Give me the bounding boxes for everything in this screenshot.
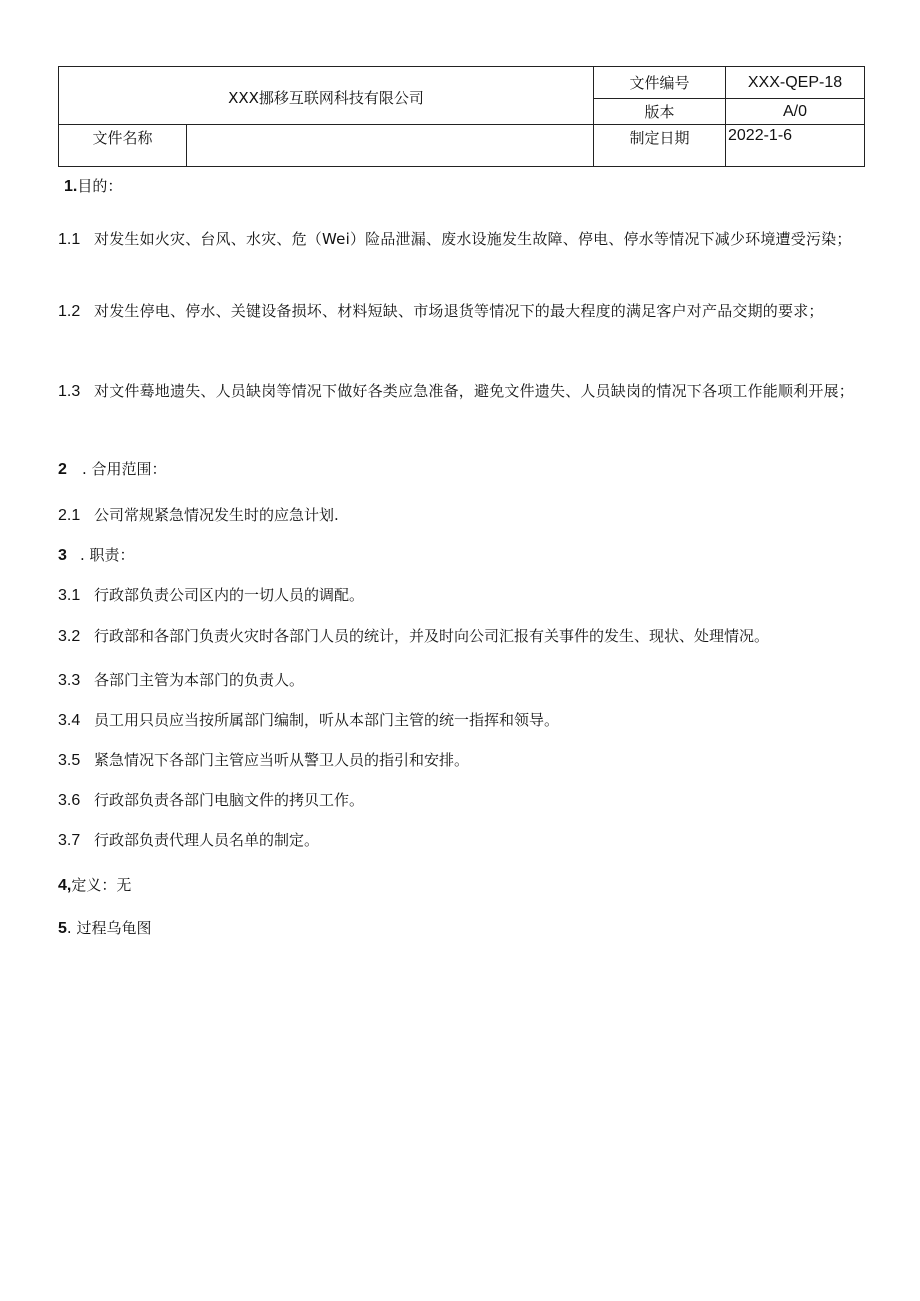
section-3-6 [58, 790, 880, 811]
section-1-3-number: 1.3 [58, 383, 81, 400]
section-1-title: 目的： [77, 177, 123, 195]
section-3-7-number: 3.7 [58, 832, 81, 849]
section-3-4-number: 3.4 [58, 712, 81, 729]
section-3-5-number: 3.5 [58, 752, 81, 769]
company-name: XXX挪移互联网科技有限公司 [59, 67, 594, 125]
section-4-heading [58, 875, 880, 896]
section-3-7-text: 行政部负责代理人员名单的制定。 [94, 831, 320, 849]
section-3-2-number: 3.2 [58, 628, 81, 645]
section-2-heading [58, 459, 880, 480]
section-3-number: 3 [58, 547, 67, 564]
section-2-number: 2 [58, 461, 67, 478]
section-1-2-number: 1.2 [58, 303, 81, 320]
section-3-title: . 职责： [80, 546, 135, 564]
doc-no-value: XXX-QEP-18 [726, 67, 865, 99]
section-4-number: 4, [58, 877, 72, 894]
document-header-table [58, 66, 865, 167]
doc-name-value [187, 125, 594, 167]
section-1-number: 1. [64, 178, 78, 195]
section-3-6-text: 行政部负责各部门电脑文件的拷贝工作。 [94, 791, 365, 809]
section-1-2-text: 对发生停电、停水、关键设备损坏、材料短缺、市场退货等情况下的最大程度的满足客户对产品交期的要求； [94, 302, 824, 320]
section-5-number: 5 [58, 920, 67, 937]
section-4-title: 定义：无 [71, 876, 132, 894]
section-3-3-number: 3.3 [58, 672, 81, 689]
section-1-2 [58, 296, 864, 327]
section-3-1-text: 行政部负责公司区内的一切人员的调配。 [94, 586, 365, 604]
section-3-1-number: 3.1 [58, 587, 81, 604]
section-5-title: . 过程乌龟图 [66, 919, 152, 937]
section-2-1 [58, 505, 880, 526]
section-1-heading [64, 176, 880, 197]
section-2-title: . 合用范围： [82, 460, 167, 478]
section-1-3-text: 对文件蓦地遗失、人员缺岗等情况下做好各类应急准备，避免文件遗失、人员缺岗的情况下各项工作能顺利开展； [94, 382, 855, 400]
section-1-1 [58, 224, 864, 255]
version-value: A/0 [726, 99, 865, 125]
section-3-2-text: 行政部和各部门负责火灾时各部门人员的统计，并及时向公司汇报有关事件的发生、现状、处理情况。 [94, 627, 770, 645]
date-label: 制定日期 [594, 125, 726, 167]
section-3-7 [58, 830, 880, 851]
section-2-1-number: 2.1 [58, 507, 81, 524]
section-3-6-number: 3.6 [58, 792, 81, 809]
section-3-3-text: 各部门主管为本部门的负责人。 [94, 671, 305, 689]
section-3-heading [58, 545, 880, 566]
section-3-4-text: 员工用只员应当按所属部门编制，听从本部门主管的统一指挥和领导。 [94, 711, 560, 729]
section-3-2 [58, 626, 880, 647]
section-3-1 [58, 585, 880, 606]
section-3-3 [58, 670, 880, 691]
section-3-5 [58, 750, 880, 771]
section-1-1-number: 1.1 [58, 231, 81, 248]
doc-name-label: 文件名称 [59, 125, 187, 167]
version-label: 版本 [594, 99, 726, 125]
section-1-1-text: 对发生如火灾、台风、水灾、危（Wei）险品泄漏、废水设施发生故障、停电、停水等情况下减少环境遭受污染； [94, 230, 852, 248]
section-3-4 [58, 710, 880, 731]
section-1-3 [58, 376, 864, 407]
section-5-heading [58, 918, 880, 939]
section-3-5-text: 紧急情况下各部门主管应当听从警卫人员的指引和安排。 [94, 751, 470, 769]
date-value: 2022-1-6 [726, 125, 865, 167]
doc-no-label: 文件编号 [594, 67, 726, 99]
section-2-1-text: 公司常规紧急情况发生时的应急计划. [94, 506, 339, 524]
